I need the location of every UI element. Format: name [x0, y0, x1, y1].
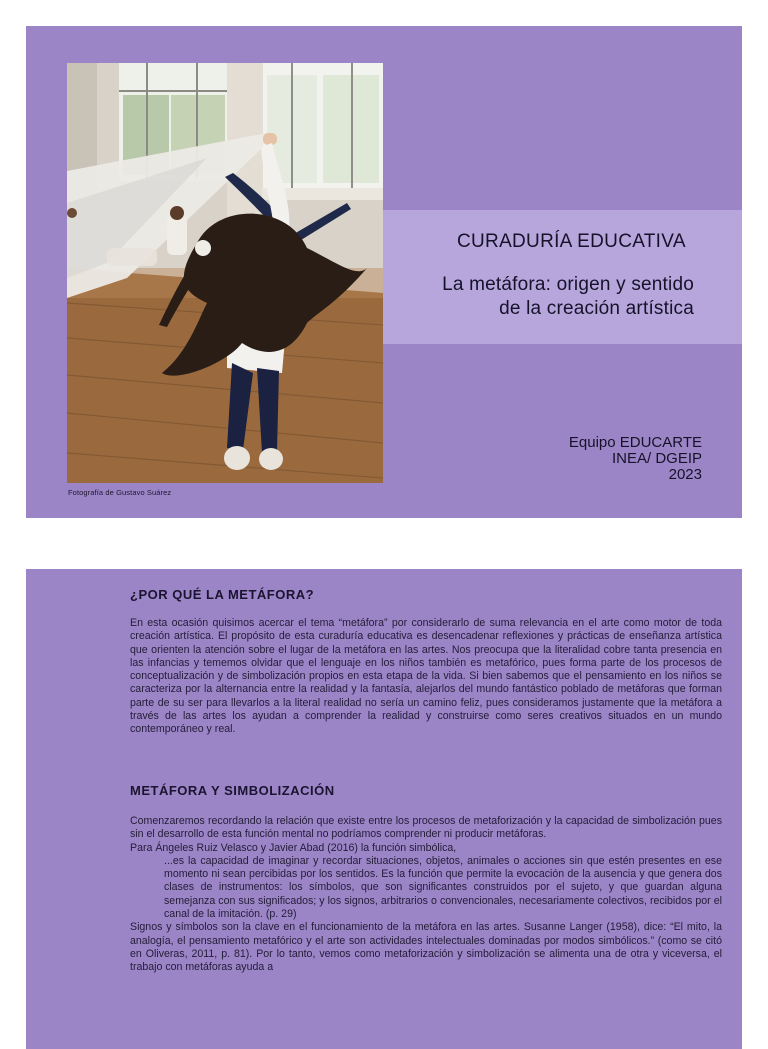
document-title: CURADURÍA EDUCATIVA	[457, 231, 686, 252]
year: 2023	[668, 466, 702, 483]
subtitle-line-2: de la creación artística	[499, 298, 694, 319]
section-heading-2: METÁFORA Y SIMBOLIZACIÓN	[130, 783, 335, 798]
team-name: Equipo EDUCARTE	[568, 434, 702, 451]
institution: INEA/ DGEIP	[611, 450, 702, 467]
paragraph: Signos y símbolos son la clave en el funcionamiento de la metáfora en las artes. Susanne Langer (1958), dice: “El mito, la analogía, el pensamiento metafórico y el arte son actividades intelectuales dominadas por modos simbólicos.” (como se citó en Oliveras, 2011, p. 81). Por lo tanto, vemos como metaforización y simbolización se alimenta una de otra y viceversa, el trabajo con metáforas ayuda a	[130, 921, 722, 974]
paragraph: Comenzaremos recordando la relación que existe entre los procesos de metaforización y la capacidad de simbolización pues sin el desarrollo de esta función mental no podríamos comprender ni producir metáforas.	[130, 815, 722, 841]
section-1-body	[130, 617, 722, 737]
paragraph: En esta ocasión quisimos acercar el tema “metáfora” por considerarlo de suma relevancia en el arte como motor de toda creación artística. El propósito de esta curaduría educativa es desencadenar reflexiones y prácticas de enseñanza artística que orienten la atención sobre el lugar de la metáfora en las artes. Nos preocupa que la literalidad cobre tanta presencia en las infancias y tememos olvidar que el lenguaje en los niños también es metafórico, pues forma parte de los procesos de conceptualización y de simbolización propios en esta etapa de la vida. Si bien sabemos que el pensamiento en los niños se caracteriza por la alternancia entre la realidad y la fantasía, alejarlos del mundo fantástico poblado de metáforas que forman parte de su ser para llevarlos a la literal realidad no sería un camino feliz, pues consideramos justamente que la metáfora a través de las artes los ayudan a comprender la realidad y construirse como seres creativos situados en un mundo contemporáneo y real.	[130, 617, 722, 736]
document-subtitle	[442, 273, 694, 321]
photo-credit: Fotografía de Gustavo Suárez	[68, 488, 172, 497]
paragraph: Para Ángeles Ruiz Velasco y Javier Abad (2016) la función simbólica,	[130, 841, 457, 854]
subtitle-line-1: La metáfora: origen y sentido	[442, 274, 694, 295]
content-page	[26, 569, 742, 1049]
author-block	[569, 435, 702, 483]
cover-photo	[67, 63, 383, 483]
section-heading-1: ¿POR QUÉ LA METÁFORA?	[130, 587, 315, 602]
title-band	[383, 210, 742, 344]
block-quote: ...es la capacidad de imaginar y recordar situaciones, objetos, animales o acciones sin que estén presentes en ese momento ni sean percibidas por los sentidos. Es la función que permite la evocación de la ausencia y que genera dos clases de instrumentos: los símbolos, que son significantes construidos por el sujeto, y que guardan alguna semejanza con sus significados; y los signos, arbitrarios o convencionales, necesariamente colectivos, recibidos por el canal de la imitación. (p. 29)	[164, 854, 722, 921]
section-2-body	[130, 815, 722, 975]
cover-page	[26, 26, 742, 518]
